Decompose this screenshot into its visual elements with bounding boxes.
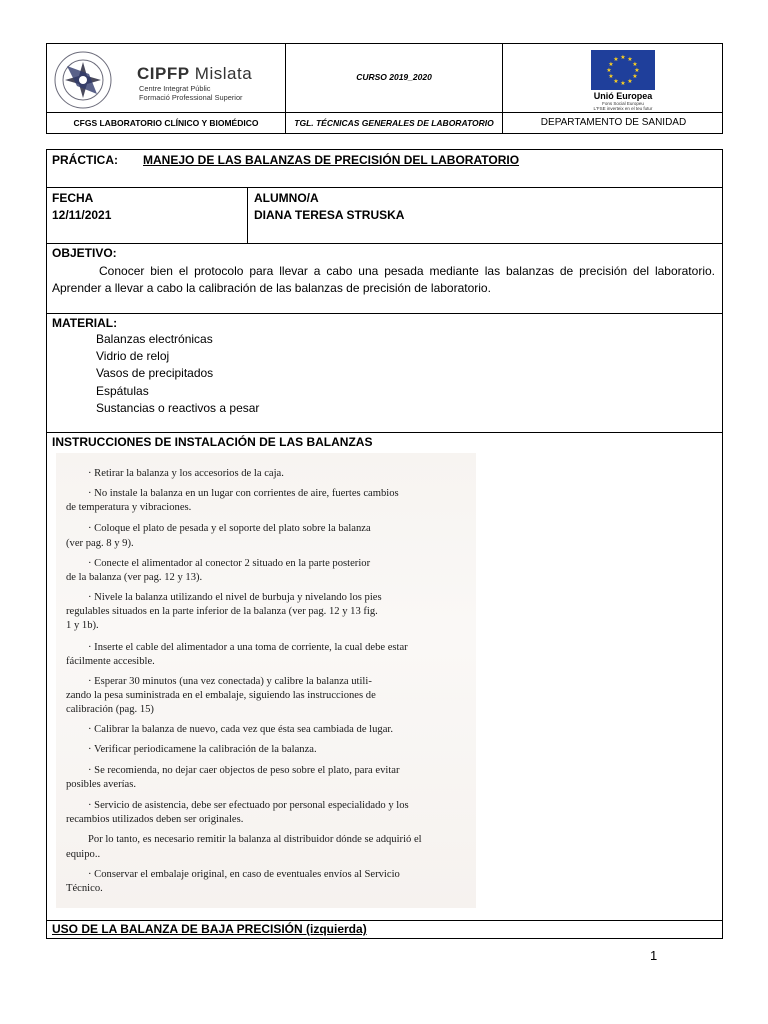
eu-subtitle-1: Fons Social Europeu: [602, 101, 644, 106]
instruction-line: fácilmente accesible.: [66, 656, 155, 667]
course-year: CURSO 2019_2020: [356, 72, 432, 82]
school-logo: [47, 44, 285, 112]
objective-text: Conocer bien el protocolo para llevar a cabo una pesada mediante las balanzas de precisión del laboratorio. Aprender a llevar a cabo la calibración de las balanzas de precisión de laboratorio.: [52, 264, 715, 295]
material-item: Vidrio de reloj: [96, 349, 170, 363]
svg-text:★: ★: [627, 78, 633, 85]
instruction-line: de temperatura y vibraciones.: [66, 502, 192, 513]
svg-text:★: ★: [620, 80, 626, 87]
instruction-line: posibles averías.: [66, 779, 137, 790]
instruction-line: Por lo tanto, es necesario remitir la balanza al distribuidor dónde se adquirió el: [88, 834, 422, 845]
instruction-line: regulables situados en la parte inferior de la balanza (ver pag. 12 y 13 fig.: [66, 606, 378, 617]
instruction-line: 1 y 1b).: [66, 620, 99, 631]
instruction-line: · Calibrar la balanza de nuevo, cada vez que ésta sea cambiada de lugar.: [88, 724, 394, 735]
cycle-name: CFGS LABORATORIO CLÍNICO Y BIOMÉDICO: [73, 118, 259, 128]
svg-text:★: ★: [632, 61, 638, 68]
material-item: Espátulas: [96, 384, 149, 398]
svg-text:★: ★: [606, 67, 612, 74]
header-table: [46, 43, 723, 134]
instruction-line: · Conservar el embalaje original, en caso de eventuales envíos al Servicio: [88, 869, 400, 880]
instruction-line: · Inserte el cable del alimentador a una toma de corriente, la cual debe estar: [88, 642, 408, 653]
svg-text:★: ★: [608, 73, 614, 80]
school-subtitle-2: Formació Professional Superior: [139, 93, 243, 102]
instruction-line: recambios utilizados deben ser originales.: [66, 814, 244, 825]
instruction-line: equipo..: [66, 849, 101, 860]
date-label: FECHA: [52, 191, 94, 205]
instruction-line: Técnico.: [66, 883, 103, 894]
material-item: Sustancias o reactivos a pesar: [96, 401, 260, 415]
instruction-line: · Servicio de asistencia, debe ser efectuado por personal especialidado y los: [88, 800, 409, 811]
instruction-line: · Coloque el plato de pesada y el soporte del plato sobre la balanza: [88, 523, 371, 534]
instruction-line: · Nivele la balanza utilizando el nivel de burbuja y nivelando los pies: [88, 592, 382, 603]
instruction-line: · No instale la balanza en un lugar con corrientes de aire, fuertes cambios: [88, 488, 399, 499]
svg-text:★: ★: [620, 54, 626, 61]
student-name: DIANA TERESA STRUSKA: [254, 208, 405, 222]
instruction-line: (ver pag. 8 y 9).: [66, 538, 134, 549]
material-item: Balanzas electrónicas: [96, 332, 213, 346]
school-subtitle-1: Centre Integrat Públic: [139, 84, 211, 93]
instructions-label: INSTRUCCIONES DE INSTALACIÓN DE LAS BALANZAS: [52, 435, 373, 449]
school-emblem-icon: [53, 50, 113, 110]
school-name: CIPFP Mislata: [137, 64, 253, 83]
practice-title: MANEJO DE LAS BALANZAS DE PRECISIÓN DEL LABORATORIO: [143, 153, 520, 167]
eu-logo: [503, 44, 724, 112]
svg-text:★: ★: [608, 61, 614, 68]
usage-label: USO DE LA BALANZA DE BAJA PRECISIÓN (izquierda): [52, 922, 367, 936]
page-number: 1: [650, 948, 658, 963]
material-label: MATERIAL:: [52, 316, 118, 330]
instruction-line: de la balanza (ver pag. 12 y 13).: [66, 572, 203, 583]
instruction-line: · Retirar la balanza y los accesorios de la caja.: [88, 468, 284, 479]
date-value: 12/11/2021: [52, 208, 112, 222]
module-name: TGL. TÉCNICAS GENERALES DE LABORATORIO: [294, 118, 494, 128]
eu-flag-icon: [591, 50, 655, 90]
svg-text:★: ★: [634, 67, 640, 74]
instructions-scan: [56, 453, 476, 908]
eu-title: Unió Europea: [593, 91, 653, 101]
material-item: Vasos de precipitados: [96, 366, 214, 380]
student-label: ALUMNO/A: [254, 191, 319, 205]
svg-text:★: ★: [613, 56, 619, 63]
svg-text:★: ★: [632, 73, 638, 80]
instruction-line: zando la pesa suministrada en el embalaje, siguiendo las instrucciones de: [66, 690, 376, 701]
objective-label: OBJETIVO:: [52, 246, 117, 260]
instruction-line: calibración (pag. 15): [66, 704, 154, 715]
svg-text:★: ★: [627, 56, 633, 63]
practice-label: PRÁCTICA:: [52, 153, 118, 167]
instruction-line: · Verificar periodicamene la calibración de la balanza.: [88, 744, 317, 755]
department-name: DEPARTAMENTO DE SANIDAD: [540, 117, 687, 128]
instruction-line: · Conecte el alimentador al conector 2 situado en la parte posterior: [88, 558, 371, 569]
instruction-line: · Se recomienda, no dejar caer objectos de peso sobre el plato, para evitar: [88, 765, 400, 776]
eu-subtitle-2: L'FSE inverteix en el teu futur: [593, 106, 653, 111]
instruction-line: · Esperar 30 minutos (una vez conectada) y calibre la balanza utili-: [88, 676, 372, 687]
svg-text:★: ★: [613, 78, 619, 85]
